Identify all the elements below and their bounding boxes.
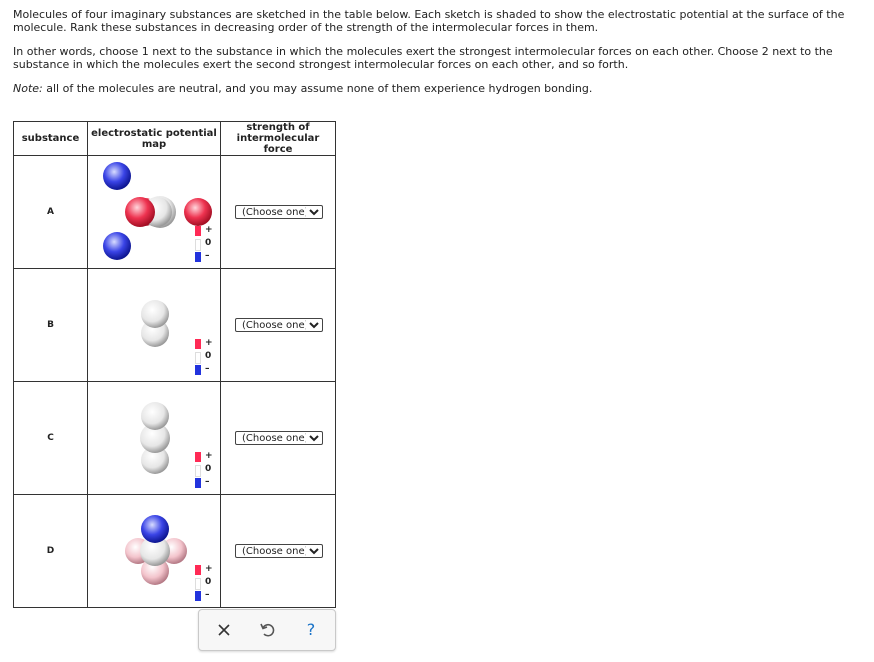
potential-scale bbox=[195, 226, 213, 262]
scale-positive-swatch bbox=[195, 226, 201, 236]
table-row bbox=[14, 156, 336, 269]
scale-negative-swatch bbox=[195, 365, 201, 375]
instruction-paragraph: In other words, choose 1 next to the substance in which the molecules exert the strongest intermolecular forces on each other. Choose 2 next to the substance in which the molecules exert the second strongest intermolecular forces on each other, and so forth. bbox=[13, 45, 833, 71]
column-header-map: electrostatic potential map bbox=[88, 122, 221, 156]
rank-select[interactable] bbox=[235, 205, 323, 219]
scale-label: – bbox=[205, 590, 210, 600]
rank-select[interactable] bbox=[235, 431, 323, 445]
table-row bbox=[14, 495, 336, 608]
instruction-paragraph: Molecules of four imaginary substances are sketched in the table below. Each sketch is shaded to show the electrostatic potential at the surface of the molecule. Rank these substances in decreasing order of the strength of the intermolecular forces in them. bbox=[13, 8, 845, 34]
note-text: all of the molecules are neutral, and you may assume none of them experience hydrogen bonding. bbox=[42, 82, 593, 95]
electrostatic-map-cell bbox=[88, 495, 221, 608]
scale-label: 0 bbox=[205, 238, 212, 248]
undo-icon[interactable] bbox=[256, 619, 278, 641]
note-paragraph bbox=[13, 82, 865, 95]
substance-label: A bbox=[14, 156, 88, 269]
rank-select[interactable] bbox=[235, 544, 323, 558]
scale-neutral-swatch bbox=[195, 352, 201, 364]
potential-scale bbox=[195, 339, 213, 375]
electrostatic-map-cell bbox=[88, 382, 221, 495]
strength-cell bbox=[221, 495, 336, 608]
substance-label: C bbox=[14, 382, 88, 495]
close-icon[interactable] bbox=[213, 619, 235, 641]
column-header-strength: strength of intermolecular force bbox=[221, 122, 336, 156]
table-row bbox=[14, 269, 336, 382]
scale-label: + bbox=[205, 451, 213, 461]
answer-toolbar bbox=[198, 609, 336, 651]
strength-cell bbox=[221, 382, 336, 495]
scale-positive-swatch bbox=[195, 339, 201, 349]
strength-cell bbox=[221, 156, 336, 269]
strength-cell bbox=[221, 269, 336, 382]
electrostatic-map-cell bbox=[88, 269, 221, 382]
scale-positive-swatch bbox=[195, 565, 201, 575]
scale-neutral-swatch bbox=[195, 578, 201, 590]
scale-negative-swatch bbox=[195, 478, 201, 488]
help-icon[interactable]: ? bbox=[306, 620, 316, 639]
scale-negative-swatch bbox=[195, 252, 201, 262]
scale-label: – bbox=[205, 251, 210, 261]
scale-label: – bbox=[205, 477, 210, 487]
potential-scale bbox=[195, 565, 213, 601]
scale-negative-swatch bbox=[195, 591, 201, 601]
potential-scale bbox=[195, 452, 213, 488]
table-row bbox=[14, 382, 336, 495]
note-label: Note: bbox=[13, 82, 43, 95]
substance-table bbox=[13, 121, 336, 608]
electrostatic-map-cell bbox=[88, 156, 221, 269]
instructions bbox=[13, 8, 865, 106]
rank-select[interactable] bbox=[235, 318, 323, 332]
scale-label: + bbox=[205, 338, 213, 348]
scale-neutral-swatch bbox=[195, 239, 201, 251]
scale-label: 0 bbox=[205, 351, 212, 361]
column-header-substance: substance bbox=[14, 122, 88, 156]
substance-label: B bbox=[14, 269, 88, 382]
scale-label: + bbox=[205, 225, 213, 235]
scale-positive-swatch bbox=[195, 452, 201, 462]
scale-label: 0 bbox=[205, 577, 212, 587]
scale-label: – bbox=[205, 364, 210, 374]
substance-label: D bbox=[14, 495, 88, 608]
scale-neutral-swatch bbox=[195, 465, 201, 477]
scale-label: + bbox=[205, 564, 213, 574]
scale-label: 0 bbox=[205, 464, 212, 474]
